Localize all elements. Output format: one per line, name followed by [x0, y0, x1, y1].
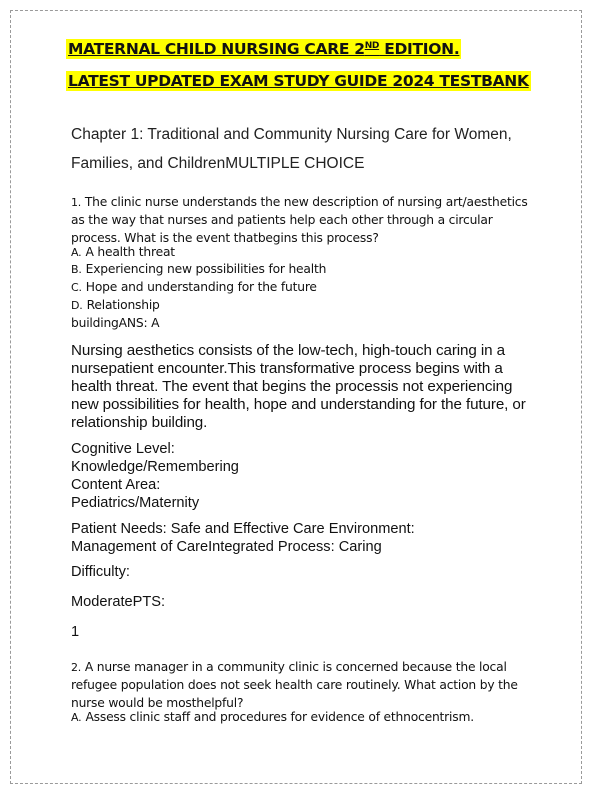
rationale-line-5: relationship building. [71, 414, 208, 431]
q1-line-3: process. What is the event thatbegins this process? [71, 231, 379, 245]
header-title-line-1: MATERNAL CHILD NURSING CARE 2ND EDITION. [68, 40, 460, 58]
rationale-line-1: Nursing aesthetics consists of the low-tech, high-touch caring in a [71, 342, 505, 359]
q1-option-a: A. A health threat [71, 245, 175, 259]
rationale-line-3: health threat. The event that begins the processis not experiencing [71, 378, 513, 395]
patient-needs-line-2: Management of CareIntegrated Process: Caring [71, 539, 382, 555]
meta-cognitive-level: Cognitive Level: [71, 441, 175, 457]
q2-line-2: refugee population does not seek health care routinely. What action by the [71, 678, 518, 692]
q2-number: 2. [71, 661, 82, 674]
q1-line-1: 1. The clinic nurse understands the new description of nursing art/aesthetics [71, 195, 528, 209]
chapter-line-1: Chapter 1: Traditional and Community Nursing Care for Women, [71, 126, 512, 143]
chapter-line-2: Families, and ChildrenMULTIPLE CHOICE [71, 155, 365, 172]
meta-content-area: Content Area: [71, 477, 161, 493]
q2-option-a: A. Assess clinic staff and procedures for evidence of ethnocentrism. [71, 710, 474, 724]
q1-answer: buildingANS: A [71, 316, 160, 330]
q2-line-3: nurse would be mosthelpful? [71, 696, 244, 710]
header-title-line-2: LATEST UPDATED EXAM STUDY GUIDE 2024 TESTBANK [68, 72, 529, 90]
difficulty-value: ModeratePTS: [71, 594, 166, 610]
q1-option-d: D. Relationship [71, 298, 160, 312]
points-value: 1 [71, 624, 80, 640]
rationale-line-4: new possibilities for health, hope and understanding for the future, or [71, 396, 526, 413]
meta-cognitive-value: Knowledge/Remembering [71, 459, 239, 475]
rationale-line-2: nursepatient encounter.This transformative process begins with a [71, 360, 503, 377]
q2-line-1: 2. A nurse manager in a community clinic is concerned because the local [71, 660, 507, 674]
q1-option-b: B. Experiencing new possibilities for health [71, 262, 327, 276]
q1-line-2: as the way that nurses and patients help each other through a circular [71, 213, 493, 227]
difficulty-label: Difficulty: [71, 564, 130, 580]
q1-option-c: C. Hope and understanding for the future [71, 280, 317, 294]
meta-content-value: Pediatrics/Maternity [71, 495, 200, 511]
patient-needs-line-1: Patient Needs: Safe and Effective Care Environment: [71, 521, 415, 537]
q1-number: 1. [71, 196, 82, 209]
